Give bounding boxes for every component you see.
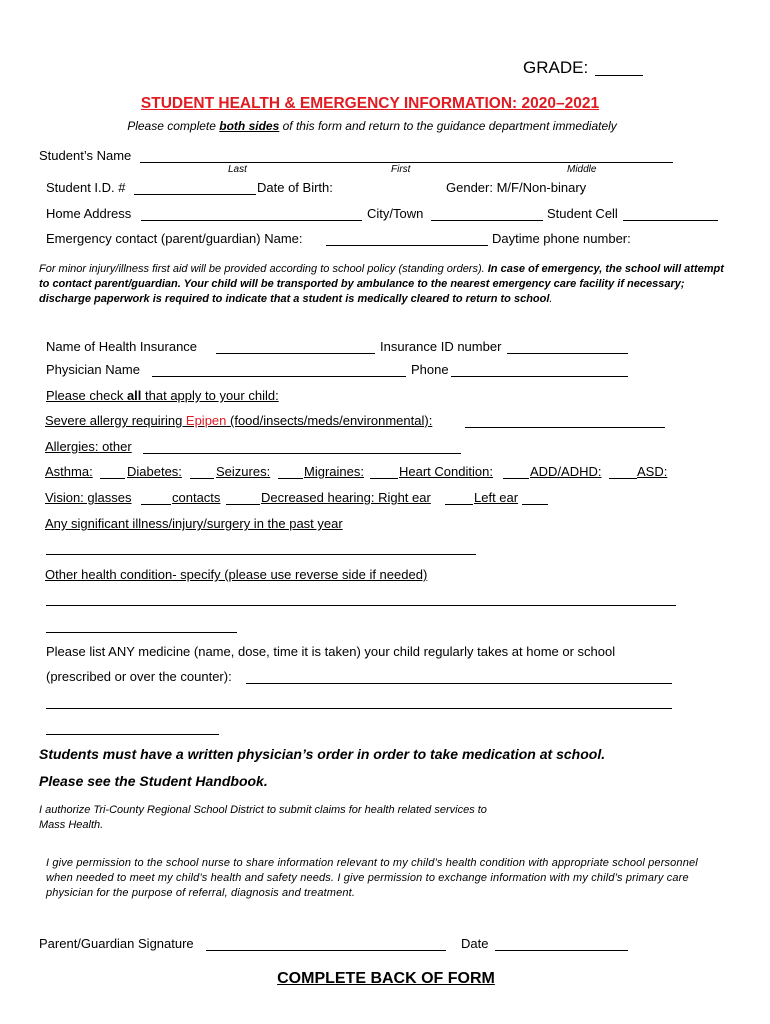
student-cell-label: Student Cell	[547, 206, 618, 221]
last-caption: Last	[228, 164, 247, 175]
health-insurance-label: Name of Health Insurance	[46, 339, 198, 354]
contacts-blank[interactable]	[226, 504, 260, 505]
diabetes-option[interactable]: Diabetes:	[127, 464, 182, 479]
signature-field[interactable]	[206, 950, 446, 951]
vision-glasses-blank[interactable]	[141, 504, 171, 505]
other-condition-option[interactable]: Other health condition- specify (please use reverse side if needed)	[45, 567, 428, 582]
grade-label: GRADE:	[523, 58, 589, 77]
significant-illness-field[interactable]	[46, 554, 476, 555]
date-field[interactable]	[495, 950, 628, 951]
insurance-id-label: Insurance ID number	[380, 339, 502, 354]
physician-name-label: Physician Name	[46, 362, 140, 377]
hearing-right-ear-option[interactable]: Decreased hearing: Right ear	[261, 490, 431, 505]
dob-label: Date of Birth:	[257, 180, 333, 195]
home-address-field[interactable]	[141, 220, 362, 221]
allergies-other-field[interactable]	[143, 453, 461, 454]
other-condition-field-2[interactable]	[46, 632, 237, 633]
migraines-option[interactable]: Migraines:	[304, 464, 364, 479]
asthma-blank[interactable]	[100, 478, 125, 479]
handbook-notice: Please see the Student Handbook.	[39, 773, 268, 789]
diabetes-blank[interactable]	[190, 478, 214, 479]
city-town-field[interactable]	[431, 220, 543, 221]
city-town-label: City/Town	[367, 206, 424, 221]
permission-statement: I give permission to the school nurse to share information relevant to my child’s health condition with appropriate school personnel when needed to meet my child’s health and safety needs. I give permission to exchange information with my child’s primary care physician for the purpose of referral, diagnosis and treatment.	[46, 857, 698, 899]
emergency-contact-label: Emergency contact (parent/guardian) Name:	[46, 231, 303, 246]
daytime-phone-label: Daytime phone number:	[492, 231, 631, 246]
other-condition-field-1[interactable]	[46, 605, 676, 606]
heart-condition-option[interactable]: Heart Condition:	[399, 464, 493, 479]
heart-condition-blank[interactable]	[503, 478, 529, 479]
grade-field[interactable]	[595, 75, 643, 76]
emergency-contact-field[interactable]	[326, 245, 488, 246]
contacts-option[interactable]: contacts	[172, 490, 221, 505]
hearing-right-ear-blank[interactable]	[445, 504, 473, 505]
health-insurance-field[interactable]	[216, 353, 375, 354]
medicine-field-1[interactable]	[246, 683, 672, 684]
severe-allergy-option[interactable]: Severe allergy requiring Epipen (food/insects/meds/environmental):	[45, 413, 433, 428]
student-name-field[interactable]	[140, 162, 673, 163]
physician-name-field[interactable]	[152, 376, 406, 377]
form-title: STUDENT HEALTH & EMERGENCY INFORMATION: 2020–2021	[140, 95, 600, 112]
severe-allergy-field[interactable]	[465, 427, 665, 428]
instructions: Please complete both sides of this form and return to the guidance department immediately	[127, 119, 617, 133]
check-all-instruction: Please check all that apply to your child:	[46, 388, 279, 403]
medicine-prompt-2: (prescribed or over the counter):	[46, 669, 232, 684]
asd-option[interactable]: ASD:	[637, 464, 668, 479]
first-caption: First	[391, 164, 411, 175]
authorize-statement-2: Mass Health.	[39, 819, 104, 831]
student-id-field[interactable]	[134, 194, 256, 195]
migraines-blank[interactable]	[370, 478, 398, 479]
medicine-prompt: Please list ANY medicine (name, dose, time it is taken) your child regularly takes at home or school	[46, 644, 616, 659]
phone-field[interactable]	[451, 376, 628, 377]
asthma-option[interactable]: Asthma:	[45, 464, 93, 479]
student-id-label: Student I.D. #	[46, 180, 126, 195]
significant-illness-option[interactable]: Any significant illness/injury/surgery in the past year	[45, 516, 343, 531]
seizures-option[interactable]: Seizures:	[216, 464, 271, 479]
allergies-other-option[interactable]: Allergies: other	[45, 439, 132, 454]
first-aid-notice: For minor injury/illness first aid will be provided according to school policy (standing orders). In case of emergency, the school will attempt to contact parent/guardian. Your child will be transported by ambulance to the nearest emergency care facility if necessary; discharge paperwork is required to indicate that a student is medically cleared to return to school.	[39, 263, 724, 305]
signature-label: Parent/Guardian Signature	[39, 936, 194, 951]
add-adhd-blank[interactable]	[609, 478, 637, 479]
seizures-blank[interactable]	[278, 478, 303, 479]
authorize-statement-1: I authorize Tri-County Regional School District to submit claims for health related services to	[39, 804, 487, 816]
left-ear-blank[interactable]	[522, 504, 548, 505]
gender-label: Gender: M/F/Non-binary	[446, 180, 587, 195]
home-address-label: Home Address	[46, 206, 132, 221]
add-adhd-option[interactable]: ADD/ADHD:	[530, 464, 602, 479]
phone-label: Phone	[411, 362, 449, 377]
date-label: Date	[461, 936, 489, 951]
physician-order-notice: Students must have a written physician’s order in order to take medication at school.	[39, 746, 606, 762]
middle-caption: Middle	[567, 164, 597, 175]
vision-glasses-option[interactable]: Vision: glasses	[45, 490, 132, 505]
student-name-label: Student’s Name	[39, 148, 132, 163]
left-ear-option[interactable]: Left ear	[474, 490, 519, 505]
medicine-field-3[interactable]	[46, 734, 219, 735]
complete-back-footer: COMPLETE BACK OF FORM	[277, 970, 495, 987]
medicine-field-2[interactable]	[46, 708, 672, 709]
insurance-id-field[interactable]	[507, 353, 628, 354]
student-cell-field[interactable]	[623, 220, 718, 221]
